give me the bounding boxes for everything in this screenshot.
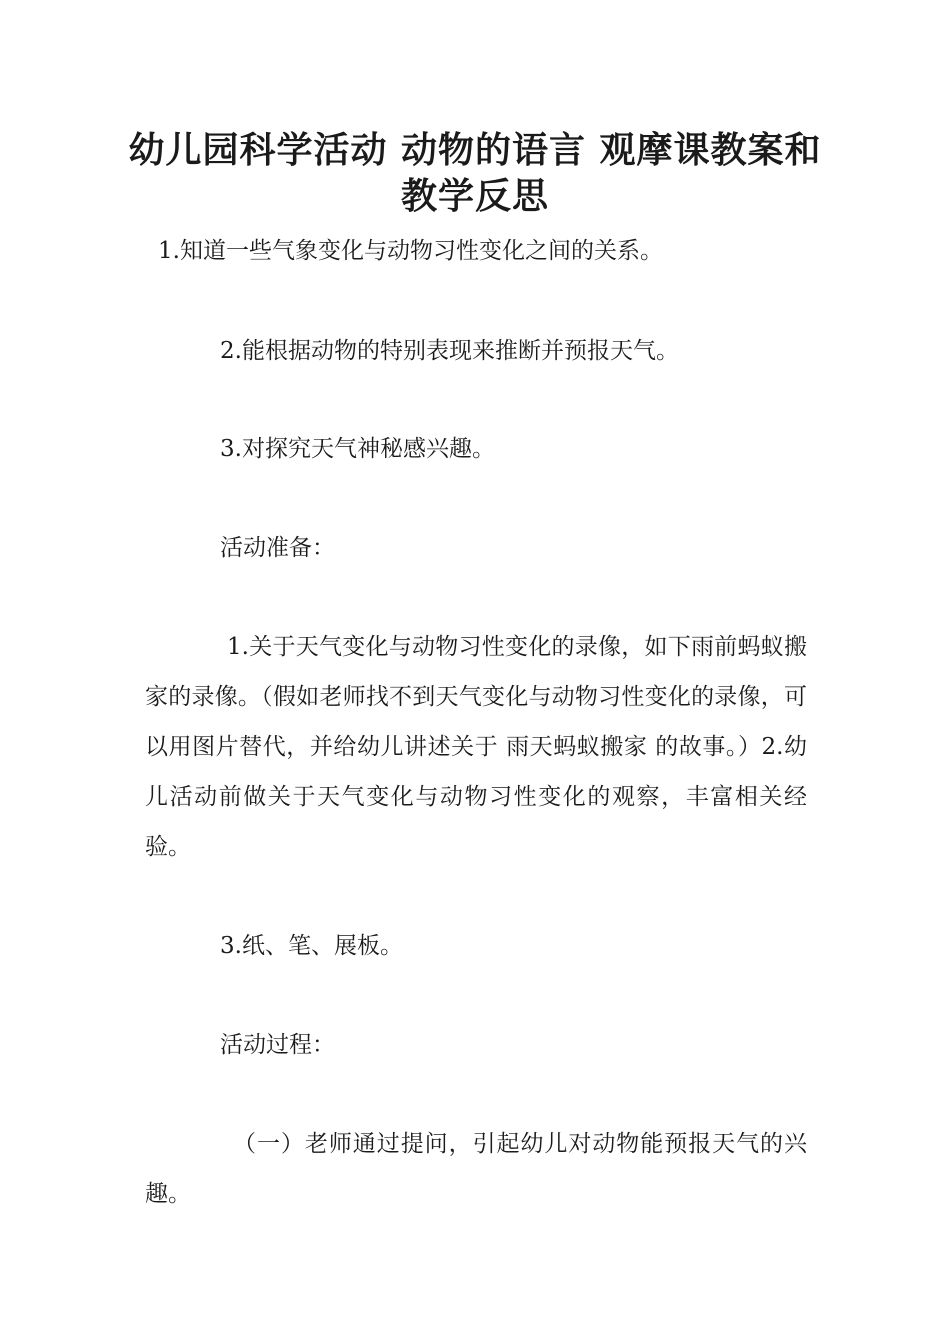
heading-preparation: 活动准备： (220, 535, 335, 561)
paragraph-process-1: （一）老师通过提问，引起幼儿对动物能预报天气的兴趣。 (145, 1131, 807, 1207)
paragraph-objective-3: 3.对探究天气神秘感兴趣。 (220, 436, 495, 462)
heading-process: 活动过程： (220, 1032, 335, 1058)
paragraph-preparation-3: 3.纸、笔、展板。 (220, 933, 403, 959)
paragraph-objective-2: 2.能根据动物的特别表现来推断并预报天气。 (220, 338, 679, 364)
document-title: 幼儿园科学活动 动物的语言 观摩课教案和教学反思 (128, 130, 822, 217)
paragraph-objective-1: 1.知道一些气象变化与动物习性变化之间的关系。 (158, 238, 663, 264)
paragraph-preparation-1: 1.关于天气变化与动物习性变化的录像，如下雨前蚂蚁搬家的录像。（假如老师找不到天气变化与动物习性变化的录像，可以用图片替代，并给幼儿讲述关于 雨天蚂蚁搬家 的故事。）2.幼儿活动前做关于天气变化与动物习性变化的观察，丰富相关经验。 (145, 634, 807, 860)
